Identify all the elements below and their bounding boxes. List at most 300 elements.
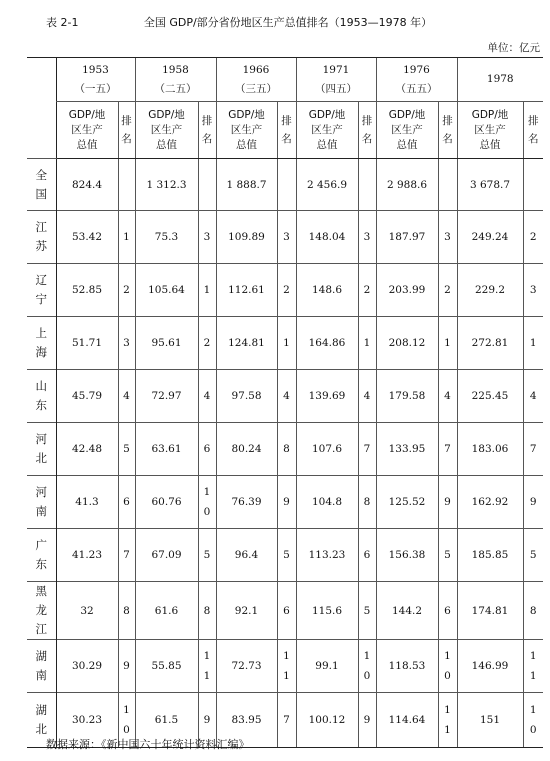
rank-cell bbox=[118, 640, 135, 693]
gdp-value-cell: 1 312.3 bbox=[135, 159, 198, 211]
rank-digit: 5 bbox=[203, 549, 211, 561]
gdp-value-cell: 109.89 bbox=[216, 211, 277, 264]
rank-digit: 1 bbox=[529, 670, 537, 682]
rank-cell bbox=[358, 693, 376, 748]
rank-digit: 7 bbox=[363, 443, 371, 455]
rank-cell bbox=[198, 264, 216, 317]
subheader-row bbox=[27, 102, 543, 159]
rank-cell bbox=[198, 317, 216, 370]
rank-digit: 5 bbox=[283, 549, 290, 561]
region-char: 南 bbox=[35, 504, 47, 518]
gdp-header-line: 总值 bbox=[236, 138, 257, 151]
gdp-header-line: 区生产 bbox=[391, 123, 423, 136]
table-title: 全国 GDP/部分省份地区生产总值排名（1953—1978 年） bbox=[143, 16, 433, 29]
rank-digit: 4 bbox=[363, 390, 371, 402]
region-char: 河 bbox=[35, 485, 47, 499]
region-char: 江 bbox=[35, 622, 47, 636]
rank-digit: 2 bbox=[123, 284, 130, 296]
rank-digit: 0 bbox=[444, 670, 451, 682]
gdp-value-cell: 107.6 bbox=[296, 423, 358, 476]
rank-digit: 4 bbox=[283, 390, 290, 402]
table-row bbox=[27, 264, 543, 317]
rank-digit: 2 bbox=[529, 231, 537, 243]
rank-cell bbox=[523, 423, 543, 476]
region-char: 辽 bbox=[35, 273, 47, 287]
rank-cell bbox=[198, 211, 216, 264]
rank-cell bbox=[118, 529, 135, 582]
gdp-header-line: GDP/地 bbox=[148, 108, 185, 121]
rank-digit: 2 bbox=[363, 284, 371, 296]
gdp-value-cell: 183.06 bbox=[457, 423, 523, 476]
gdp-value-cell: 272.81 bbox=[457, 317, 523, 370]
rank-header-char: 名 bbox=[528, 133, 539, 145]
rank-header-char: 排 bbox=[442, 115, 453, 127]
rank-cell bbox=[198, 159, 216, 211]
table-row bbox=[27, 529, 543, 582]
rank-digit: 1 bbox=[529, 650, 537, 662]
rank-digit: 1 bbox=[203, 486, 211, 498]
rank-cell bbox=[118, 264, 135, 317]
gdp-value-cell: 80.24 bbox=[216, 423, 277, 476]
rank-digit: 3 bbox=[529, 284, 537, 296]
rank-digit: 1 bbox=[529, 704, 537, 716]
data-source-note: 数据来源：《新中国六十年统计资料汇编》 bbox=[46, 738, 250, 751]
gdp-value-cell: 53.42 bbox=[56, 211, 118, 264]
table-number: 表 2-1 bbox=[46, 16, 79, 29]
table-row bbox=[27, 640, 543, 693]
gdp-value-cell: 203.99 bbox=[376, 264, 438, 317]
rank-digit: 3 bbox=[203, 231, 211, 243]
rank-digit: 9 bbox=[444, 496, 451, 508]
gdp-value-cell: 114.64 bbox=[376, 693, 438, 748]
rank-cell bbox=[277, 317, 296, 370]
table-row bbox=[27, 211, 543, 264]
gdp-header-line: GDP/地 bbox=[388, 108, 426, 121]
rank-digit: 0 bbox=[529, 724, 537, 736]
rank-digit: 1 bbox=[283, 670, 290, 682]
rank-cell bbox=[198, 370, 216, 423]
rank-cell bbox=[438, 264, 457, 317]
region-char: 江 bbox=[35, 220, 47, 234]
rank-digit: 1 bbox=[444, 650, 451, 662]
gdp-ranking-table bbox=[27, 57, 543, 748]
gdp-value-cell: 2 988.6 bbox=[376, 159, 438, 211]
rank-cell bbox=[438, 159, 457, 211]
region-char: 宁 bbox=[35, 292, 47, 306]
rank-cell bbox=[358, 529, 376, 582]
rank-header-char: 名 bbox=[201, 133, 213, 145]
region-char: 苏 bbox=[35, 239, 47, 253]
region-name bbox=[27, 423, 56, 476]
gdp-value-cell: 125.52 bbox=[376, 476, 438, 529]
gdp-value-cell: 99.1 bbox=[296, 640, 358, 693]
gdp-value-cell: 52.85 bbox=[56, 264, 118, 317]
rank-cell bbox=[118, 159, 135, 211]
gdp-value-cell: 115.6 bbox=[296, 582, 358, 640]
year-header-row bbox=[27, 58, 543, 102]
rank-digit: 7 bbox=[444, 443, 451, 455]
gdp-value-cell: 51.71 bbox=[56, 317, 118, 370]
rank-digit: 6 bbox=[363, 549, 371, 561]
rank-cell bbox=[438, 317, 457, 370]
gdp-value-cell: 225.45 bbox=[457, 370, 523, 423]
rank-digit: 5 bbox=[529, 549, 537, 561]
gdp-value-cell: 42.48 bbox=[56, 423, 118, 476]
rank-digit: 7 bbox=[283, 714, 290, 726]
gdp-value-cell: 32 bbox=[56, 582, 118, 640]
region-char: 国 bbox=[35, 186, 47, 201]
gdp-column-header bbox=[135, 102, 198, 159]
gdp-value-cell: 146.99 bbox=[457, 640, 523, 693]
gdp-value-cell: 148.04 bbox=[296, 211, 358, 264]
gdp-value-cell: 124.81 bbox=[216, 317, 277, 370]
gdp-value-cell: 104.8 bbox=[296, 476, 358, 529]
period-year: 1971 bbox=[322, 63, 350, 76]
table-row bbox=[27, 317, 543, 370]
gdp-value-cell: 97.58 bbox=[216, 370, 277, 423]
rank-digit: 4 bbox=[444, 390, 451, 402]
rank-digit: 5 bbox=[444, 549, 451, 561]
period-year: 1978 bbox=[486, 73, 514, 85]
rank-cell bbox=[523, 693, 543, 748]
rank-cell bbox=[358, 640, 376, 693]
region-char: 东 bbox=[35, 557, 47, 571]
region-name bbox=[27, 211, 56, 264]
rank-digit: 2 bbox=[444, 284, 451, 296]
rank-cell bbox=[277, 476, 296, 529]
region-char: 北 bbox=[35, 722, 47, 736]
gdp-value-cell: 45.79 bbox=[56, 370, 118, 423]
rank-cell bbox=[358, 264, 376, 317]
rank-digit: 6 bbox=[444, 604, 451, 617]
gdp-value-cell: 96.4 bbox=[216, 529, 277, 582]
gdp-header-line: 总值 bbox=[156, 138, 177, 151]
period-plan: （一五） bbox=[74, 82, 117, 95]
table-row bbox=[27, 582, 543, 640]
rank-header-char: 名 bbox=[281, 133, 292, 145]
period-plan: （五五） bbox=[395, 82, 438, 95]
region-name bbox=[27, 159, 56, 211]
rank-cell bbox=[277, 693, 296, 748]
gdp-value-cell: 1 888.7 bbox=[216, 159, 277, 211]
region-name bbox=[27, 529, 56, 582]
rank-header-char: 排 bbox=[528, 115, 539, 127]
region-char: 海 bbox=[35, 345, 47, 359]
rank-cell bbox=[277, 529, 296, 582]
gdp-value-cell: 92.1 bbox=[216, 582, 277, 640]
rank-cell bbox=[523, 317, 543, 370]
gdp-header-line: GDP/地 bbox=[308, 108, 346, 121]
rank-digit: 4 bbox=[529, 390, 537, 402]
rank-digit: 9 bbox=[283, 496, 290, 508]
rank-digit: 3 bbox=[283, 231, 290, 243]
rank-cell bbox=[358, 211, 376, 264]
rank-cell bbox=[523, 582, 543, 640]
gdp-value-cell: 144.2 bbox=[376, 582, 438, 640]
rank-cell bbox=[523, 159, 543, 211]
rank-cell bbox=[358, 370, 376, 423]
rank-digit: 8 bbox=[123, 604, 130, 617]
period-plan: （四五） bbox=[315, 82, 357, 95]
rank-cell bbox=[198, 582, 216, 640]
rank-cell bbox=[277, 211, 296, 264]
region-name bbox=[27, 476, 56, 529]
gdp-header-line: GDP/地 bbox=[228, 108, 265, 121]
rank-header-char: 排 bbox=[361, 115, 373, 127]
gdp-value-cell: 100.12 bbox=[296, 693, 358, 748]
region-char: 河 bbox=[35, 432, 47, 446]
rank-digit: 3 bbox=[123, 337, 130, 349]
rank-cell bbox=[118, 476, 135, 529]
gdp-header-line: 区生产 bbox=[474, 123, 506, 136]
rank-cell bbox=[118, 211, 135, 264]
rank-digit: 7 bbox=[529, 443, 537, 455]
period-plan: （二五） bbox=[154, 82, 197, 95]
region-name bbox=[27, 370, 56, 423]
gdp-column-header bbox=[376, 102, 438, 159]
gdp-column-header bbox=[296, 102, 358, 159]
region-char: 湖 bbox=[35, 649, 47, 663]
rank-digit: 1 bbox=[283, 337, 290, 349]
gdp-value-cell: 72.97 bbox=[135, 370, 198, 423]
gdp-value-cell: 156.38 bbox=[376, 529, 438, 582]
gdp-value-cell: 179.58 bbox=[376, 370, 438, 423]
period-year: 1966 bbox=[242, 63, 270, 76]
rank-digit: 9 bbox=[529, 496, 537, 508]
rank-cell bbox=[523, 264, 543, 317]
rank-cell bbox=[118, 317, 135, 370]
corner-cell bbox=[27, 58, 56, 159]
region-char: 南 bbox=[35, 668, 47, 682]
rank-cell bbox=[438, 640, 457, 693]
rank-digit: 3 bbox=[363, 231, 371, 243]
rank-digit: 9 bbox=[363, 714, 371, 726]
period-header bbox=[216, 58, 296, 102]
table-row bbox=[27, 159, 543, 211]
rank-digit: 1 bbox=[283, 650, 290, 662]
rank-digit: 1 bbox=[203, 284, 211, 296]
rank-column-header bbox=[358, 102, 376, 159]
rank-cell bbox=[198, 476, 216, 529]
table-row bbox=[27, 423, 543, 476]
rank-column-header bbox=[277, 102, 296, 159]
region-char: 上 bbox=[35, 326, 47, 340]
gdp-value-cell: 208.12 bbox=[376, 317, 438, 370]
region-char: 全 bbox=[35, 167, 47, 182]
gdp-value-cell: 3 678.7 bbox=[457, 159, 523, 211]
rank-digit: 8 bbox=[363, 496, 371, 508]
region-name bbox=[27, 264, 56, 317]
rank-digit: 1 bbox=[123, 231, 130, 243]
rank-cell bbox=[198, 423, 216, 476]
gdp-value-cell: 151 bbox=[457, 693, 523, 748]
rank-digit: 1 bbox=[444, 337, 451, 349]
gdp-column-header bbox=[216, 102, 277, 159]
rank-digit: 1 bbox=[444, 724, 451, 736]
rank-cell bbox=[118, 582, 135, 640]
gdp-value-cell: 185.85 bbox=[457, 529, 523, 582]
rank-digit: 8 bbox=[529, 604, 537, 617]
gdp-value-cell: 139.69 bbox=[296, 370, 358, 423]
rank-digit: 1 bbox=[123, 704, 130, 716]
rank-digit: 4 bbox=[123, 390, 130, 402]
region-char: 湖 bbox=[35, 703, 47, 717]
region-char: 黑 bbox=[35, 584, 47, 598]
region-char: 山 bbox=[35, 379, 47, 393]
rank-cell bbox=[277, 370, 296, 423]
gdp-header-line: 总值 bbox=[316, 138, 338, 151]
period-year: 1976 bbox=[403, 63, 430, 76]
rank-cell bbox=[523, 211, 543, 264]
rank-digit: 7 bbox=[123, 549, 130, 561]
table-row bbox=[27, 476, 543, 529]
rank-header-char: 排 bbox=[201, 115, 213, 127]
region-char: 龙 bbox=[35, 603, 47, 617]
gdp-value-cell: 95.61 bbox=[135, 317, 198, 370]
rank-cell bbox=[358, 582, 376, 640]
rank-cell bbox=[438, 529, 457, 582]
gdp-value-cell: 112.61 bbox=[216, 264, 277, 317]
gdp-value-cell: 67.09 bbox=[135, 529, 198, 582]
rank-digit: 1 bbox=[363, 337, 371, 349]
rank-digit: 8 bbox=[283, 443, 290, 455]
rank-cell bbox=[438, 211, 457, 264]
unit-label: 单位：亿元 bbox=[487, 42, 540, 54]
gdp-header-line: 总值 bbox=[76, 138, 98, 151]
gdp-value-cell: 63.61 bbox=[135, 423, 198, 476]
rank-cell bbox=[198, 640, 216, 693]
gdp-value-cell: 75.3 bbox=[135, 211, 198, 264]
gdp-value-cell: 30.23 bbox=[56, 693, 118, 748]
gdp-value-cell: 61.6 bbox=[135, 582, 198, 640]
rank-digit: 8 bbox=[203, 604, 211, 617]
rank-column-header bbox=[118, 102, 135, 159]
rank-digit: 1 bbox=[203, 650, 211, 662]
rank-digit: 9 bbox=[203, 714, 211, 726]
rank-digit: 0 bbox=[123, 724, 130, 736]
rank-digit: 0 bbox=[363, 670, 371, 682]
gdp-value-cell: 229.2 bbox=[457, 264, 523, 317]
gdp-column-header bbox=[56, 102, 118, 159]
rank-column-header bbox=[198, 102, 216, 159]
period-year: 1953 bbox=[82, 63, 109, 76]
region-char: 北 bbox=[35, 451, 47, 465]
region-name bbox=[27, 317, 56, 370]
gdp-value-cell: 41.23 bbox=[56, 529, 118, 582]
period-plan: （三五） bbox=[235, 82, 277, 95]
region-name bbox=[27, 640, 56, 693]
rank-column-header bbox=[438, 102, 457, 159]
rank-header-char: 名 bbox=[442, 133, 453, 145]
rank-cell bbox=[198, 529, 216, 582]
gdp-value-cell: 187.97 bbox=[376, 211, 438, 264]
gdp-value-cell: 148.6 bbox=[296, 264, 358, 317]
rank-cell bbox=[277, 423, 296, 476]
rank-cell bbox=[358, 159, 376, 211]
gdp-value-cell: 133.95 bbox=[376, 423, 438, 476]
gdp-value-cell: 249.24 bbox=[457, 211, 523, 264]
rank-header-char: 名 bbox=[361, 133, 373, 145]
rank-digit: 2 bbox=[203, 337, 211, 349]
gdp-value-cell: 60.76 bbox=[135, 476, 198, 529]
rank-cell bbox=[438, 582, 457, 640]
rank-header-char: 排 bbox=[121, 115, 132, 127]
rank-cell bbox=[358, 476, 376, 529]
rank-digit: 3 bbox=[444, 231, 451, 243]
rank-digit: 1 bbox=[203, 670, 211, 682]
rank-digit: 5 bbox=[363, 604, 371, 617]
period-header bbox=[296, 58, 376, 102]
rank-cell bbox=[277, 264, 296, 317]
rank-cell bbox=[358, 317, 376, 370]
gdp-value-cell: 2 456.9 bbox=[296, 159, 358, 211]
rank-digit: 6 bbox=[283, 604, 290, 617]
rank-cell bbox=[438, 693, 457, 748]
gdp-value-cell: 824.4 bbox=[56, 159, 118, 211]
rank-cell bbox=[438, 423, 457, 476]
rank-cell bbox=[277, 582, 296, 640]
rank-header-char: 名 bbox=[121, 133, 132, 145]
period-year: 1958 bbox=[162, 63, 189, 76]
gdp-value-cell: 41.3 bbox=[56, 476, 118, 529]
gdp-value-cell: 162.92 bbox=[457, 476, 523, 529]
gdp-column-header bbox=[457, 102, 523, 159]
gdp-header-line: GDP/地 bbox=[471, 108, 509, 121]
gdp-value-cell: 174.81 bbox=[457, 582, 523, 640]
rank-cell bbox=[277, 640, 296, 693]
rank-digit: 4 bbox=[203, 390, 211, 402]
rank-digit: 1 bbox=[363, 650, 371, 662]
gdp-value-cell: 30.29 bbox=[56, 640, 118, 693]
gdp-header-line: GDP/地 bbox=[68, 108, 106, 121]
gdp-header-line: 区生产 bbox=[230, 123, 263, 136]
rank-digit: 2 bbox=[283, 284, 290, 296]
rank-cell bbox=[523, 370, 543, 423]
gdp-value-cell: 105.64 bbox=[135, 264, 198, 317]
gdp-header-line: 区生产 bbox=[71, 123, 103, 136]
rank-digit: 0 bbox=[203, 506, 211, 518]
gdp-value-cell: 61.5 bbox=[135, 693, 198, 748]
rank-digit: 9 bbox=[123, 660, 130, 672]
rank-digit: 1 bbox=[444, 704, 451, 716]
rank-cell bbox=[438, 476, 457, 529]
gdp-header-line: 总值 bbox=[396, 138, 418, 151]
rank-cell bbox=[358, 423, 376, 476]
gdp-header-line: 区生产 bbox=[311, 123, 343, 136]
region-char: 广 bbox=[35, 538, 47, 552]
period-header bbox=[135, 58, 216, 102]
period-header bbox=[376, 58, 457, 102]
gdp-value-cell: 72.73 bbox=[216, 640, 277, 693]
rank-digit: 6 bbox=[123, 496, 130, 508]
gdp-value-cell: 118.53 bbox=[376, 640, 438, 693]
rank-cell bbox=[523, 640, 543, 693]
gdp-value-cell: 113.23 bbox=[296, 529, 358, 582]
period-header bbox=[56, 58, 135, 102]
table-row bbox=[27, 370, 543, 423]
period-header bbox=[457, 58, 543, 102]
rank-cell bbox=[118, 423, 135, 476]
rank-digit: 5 bbox=[123, 443, 130, 455]
gdp-value-cell: 164.86 bbox=[296, 317, 358, 370]
gdp-header-line: 区生产 bbox=[150, 123, 183, 136]
gdp-header-line: 总值 bbox=[479, 138, 501, 151]
rank-header-char: 排 bbox=[281, 115, 292, 127]
gdp-value-cell: 55.85 bbox=[135, 640, 198, 693]
rank-cell bbox=[118, 370, 135, 423]
rank-cell bbox=[277, 159, 296, 211]
region-char: 东 bbox=[35, 398, 47, 412]
